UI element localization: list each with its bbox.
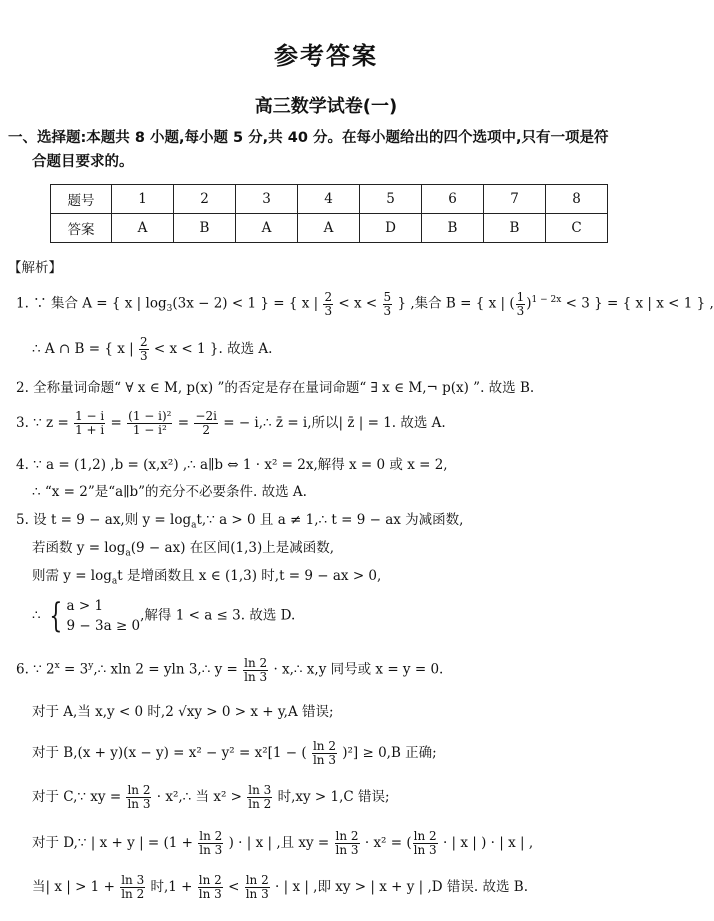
table-cell: A <box>298 214 360 243</box>
table-cell: 7 <box>484 185 546 214</box>
numerator: 5 <box>383 289 392 304</box>
fraction <box>247 784 272 811</box>
q3-line <box>16 410 446 437</box>
q6-text: ) · | x | ,且 xy = <box>228 835 330 851</box>
fraction <box>245 874 270 901</box>
table-cell: 2 <box>174 185 236 214</box>
q5-text: 若函数 y = log <box>32 540 126 556</box>
table-header-cell: 题号 <box>51 185 112 214</box>
q5-text: ,解得 1 < a ≤ 3. 故选 D. <box>140 607 296 624</box>
numerator: ln 2 <box>127 783 151 797</box>
q5-text: t,∵ a > 0 且 a ≠ 1,∴ t = 9 − ax 为减函数, <box>196 512 464 528</box>
numerator: 1 − i <box>75 409 105 423</box>
numerator: ln 3 <box>248 783 272 797</box>
denominator: 1 + i <box>75 423 105 437</box>
q5-text: (9 − ax) 在区间(1,3)上是减函数, <box>130 540 335 556</box>
q5-line-2 <box>32 538 334 564</box>
q6-text: ,∴ xln 2 = yln 3,∴ y = <box>93 661 238 678</box>
fraction <box>413 830 438 857</box>
numerator: (1 − i)² <box>128 409 172 423</box>
q1-text: < 3 } = { x | x < 1 } , <box>565 295 714 312</box>
table-cell: B <box>422 214 484 243</box>
q6-text: = 3 <box>64 661 89 678</box>
q1-text: 1. ∵ 集合 A = { x | log <box>16 295 167 312</box>
fraction <box>312 740 337 767</box>
table-cell: B <box>484 214 546 243</box>
q5-text: t 是增函数且 x ∈ (1,3) 时,t = 9 − ax > 0, <box>117 568 382 584</box>
system-line: a > 1 <box>66 598 104 614</box>
q6-text: 时,1 + <box>150 879 193 895</box>
fraction <box>139 336 149 363</box>
q3-text: = <box>177 415 190 431</box>
fraction <box>383 291 393 318</box>
q6-text: 对于 D,∵ | x + y | = (1 + <box>32 835 193 851</box>
fraction <box>323 291 333 318</box>
exponent: y <box>88 661 94 671</box>
denominator: 3 <box>139 349 148 363</box>
denominator: 1 − i² <box>132 423 167 437</box>
q6-text: 6. ∵ 2 <box>16 661 55 678</box>
numerator: 2 <box>139 335 148 349</box>
q5-text: 5. 设 t = 9 − ax,则 y = log <box>16 512 192 528</box>
table-cell: 5 <box>360 185 422 214</box>
log-base: a <box>125 548 131 559</box>
fraction <box>243 657 268 684</box>
q1-line-2 <box>32 336 272 363</box>
exponent: x <box>54 661 60 671</box>
section-heading <box>8 126 646 174</box>
section-line-2: 合题目要求的。 <box>32 154 134 170</box>
q1-line-1 <box>16 290 714 319</box>
fraction <box>126 784 151 811</box>
fraction <box>194 410 218 437</box>
q5-line-1 <box>16 510 463 536</box>
fraction <box>198 830 223 857</box>
numerator: ln 2 <box>335 829 359 843</box>
q6-text: 对于 C,∵ xy = <box>32 789 122 805</box>
denominator: 3 <box>324 303 333 318</box>
q3-text: = − i,∴ z̄ = i,所以| z̄ | = 1. 故选 A. <box>223 415 446 431</box>
q6-text: )²] ≥ 0,B 正确; <box>342 745 437 761</box>
denominator: ln 3 <box>335 843 359 857</box>
q6-option-d <box>32 830 533 857</box>
q6-text: 时,xy > 1,C 错误; <box>277 789 390 805</box>
table-cell: A <box>112 214 174 243</box>
q5-text: ∴ <box>32 607 41 624</box>
fraction <box>127 410 172 437</box>
denominator: 3 <box>516 303 525 318</box>
fraction <box>120 874 145 901</box>
q1-log-base: 3 <box>166 304 173 315</box>
q6-text: · x²,∴ 当 x² > <box>156 789 242 805</box>
q6-option-a: 对于 A,当 x,y < 0 时,2 √xy > 0 > x + y,A 错误; <box>32 704 334 720</box>
table-cell: 3 <box>236 185 298 214</box>
q6-text: · x² = ( <box>364 835 412 851</box>
table-cell: 4 <box>298 185 360 214</box>
denominator: ln 3 <box>245 887 269 901</box>
denominator: ln 2 <box>248 797 272 811</box>
denominator: ln 3 <box>312 753 336 767</box>
q1-text: < x < 1 }. 故选 A. <box>153 341 273 357</box>
denominator: ln 3 <box>244 669 268 684</box>
denominator: 3 <box>383 303 392 318</box>
denominator: 2 <box>202 423 210 437</box>
answer-table <box>50 184 608 243</box>
q6-text: 当| x | > 1 + <box>32 879 115 895</box>
numerator: ln 2 <box>413 829 437 843</box>
numerator: −2i <box>195 409 217 423</box>
q6-option-b <box>32 740 437 767</box>
table-cell: 1 <box>112 185 174 214</box>
q4-line-2: ∴ “x = 2”是“a∥b”的充分不必要条件. 故选 A. <box>32 484 307 500</box>
q1-text: < x < <box>338 295 378 312</box>
fraction <box>74 410 105 437</box>
exam-subtitle: 高三数学试卷(一) <box>254 96 398 117</box>
q1-exponent: 1 − 2x <box>531 295 562 305</box>
q5-line-4 <box>32 596 295 636</box>
q4-line-1: 4. ∵ a = (1,2) ,b = (x,x²) ,∴ a∥b ⇔ 1 · x² = 2x,解得 x = 0 或 x = 2, <box>16 457 448 473</box>
numerator: ln 2 <box>198 873 222 887</box>
q6-text: · x,∴ x,y 同号或 x = y = 0. <box>273 661 444 678</box>
numerator: ln 2 <box>199 829 223 843</box>
q5-text: 则需 y = log <box>32 568 112 584</box>
system-line: 9 − 3a ≥ 0 <box>66 618 141 634</box>
numerator: ln 3 <box>121 873 145 887</box>
q3-text: 3. ∵ z = <box>16 415 69 431</box>
q5-line-3 <box>32 566 381 592</box>
table-cell: 8 <box>546 185 608 214</box>
section-line-1: 一、选择题:本题共 8 小题,每小题 5 分,共 40 分。在每小题给出的四个选项中,只有一项是符 <box>8 130 609 146</box>
fraction <box>198 874 223 901</box>
denominator: ln 3 <box>199 843 223 857</box>
q6-text: · | x | ,即 xy > | x + y | ,D 错误. 故选 B. <box>275 879 528 895</box>
numerator: ln 2 <box>245 873 269 887</box>
q6-option-d-cont <box>32 874 528 901</box>
fraction <box>516 291 526 318</box>
q2-line: 2. 全称量词命题“ ∀ x ∈ M, p(x) ”的否定是存在量词命题“ ∃ x ∈ M,¬ p(x) ”. 故选 B. <box>16 380 535 396</box>
denominator: ln 3 <box>127 797 151 811</box>
analysis-header: 【解析】 <box>8 260 62 276</box>
denominator: ln 3 <box>198 887 222 901</box>
page-title: 参考答案 <box>274 42 378 70</box>
q6-text: 对于 B,(x + y)(x − y) = x² − y² = x²[1 − ( <box>32 745 307 761</box>
log-base: a <box>111 576 118 587</box>
numerator: ln 2 <box>244 655 268 670</box>
table-header-cell: 答案 <box>51 214 112 243</box>
denominator: ln 3 <box>413 843 437 857</box>
q3-text: = <box>110 415 122 431</box>
fraction <box>335 830 360 857</box>
table-cell: 6 <box>422 185 484 214</box>
table-cell: A <box>236 214 298 243</box>
q6-option-c <box>32 784 390 811</box>
numerator: ln 2 <box>312 739 336 753</box>
table-cell: D <box>360 214 422 243</box>
table-row <box>51 185 608 214</box>
numerator: 2 <box>324 289 333 304</box>
table-cell: B <box>174 214 236 243</box>
table-row <box>51 214 608 243</box>
q6-line-1 <box>16 656 443 684</box>
q1-text: } ,集合 B = { x | ( <box>397 295 515 312</box>
q1-text: ∴ A ∩ B = { x | <box>32 341 134 357</box>
denominator: ln 2 <box>121 887 145 901</box>
inequality-system <box>67 596 141 636</box>
q1-text: ) <box>526 295 532 312</box>
brace-icon: { <box>49 596 63 636</box>
table-cell: C <box>546 214 608 243</box>
q1-text: (3x − 2) < 1 } = { x | <box>172 295 319 312</box>
log-base: a <box>191 520 197 531</box>
numerator: 1 <box>516 289 525 304</box>
q6-text: < <box>228 879 240 895</box>
q6-text: · | x | ) · | x | , <box>442 835 534 851</box>
